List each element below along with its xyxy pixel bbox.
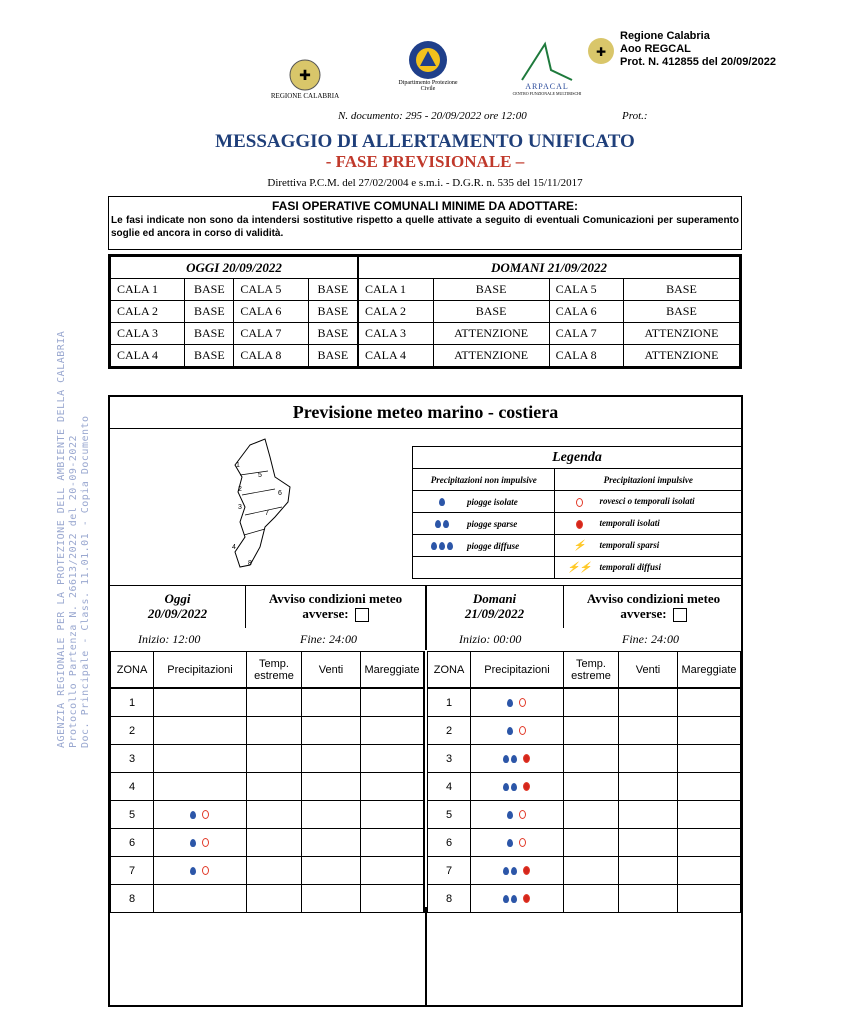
cala-name-cell: CALA 4: [358, 345, 433, 367]
svg-text:3: 3: [238, 504, 242, 511]
cala-table-wrap: [108, 254, 742, 369]
zone-cell: 3: [111, 745, 154, 773]
storm-isolated-icon: [519, 726, 526, 735]
forecast-row: [111, 688, 425, 717]
forecast-cell: [361, 801, 425, 829]
fasi-note: Le fasi indicate non sono da intendersi sostitutive rispetto a quelle attivate a seguito di eventuali Comunicazioni per superamento soglie ed ancora in corso di validità.: [111, 215, 739, 239]
storm-icon: [523, 754, 530, 763]
svg-text:✚: ✚: [595, 45, 607, 59]
legenda-cell-right: [555, 513, 742, 535]
lightning-icon: ⚡⚡: [566, 562, 592, 574]
legenda-left-label: piogge diffuse: [467, 540, 520, 551]
stamp-emblem: [586, 36, 620, 70]
cala-name-cell: CALA 2: [358, 301, 433, 323]
precip-cell: [471, 717, 564, 745]
precip-cell: [471, 745, 564, 773]
rain-drop-icon: [507, 839, 513, 847]
forecast-cell: [247, 688, 302, 717]
precip-cell: [154, 857, 247, 885]
cala-phase-cell: BASE: [623, 279, 739, 301]
rain-drop-icon: [511, 867, 517, 875]
rain-drop-icon: [190, 867, 196, 875]
cala-phase-cell: ATTENZIONE: [623, 345, 739, 367]
cala-name-cell: CALA 8: [549, 345, 623, 367]
svg-text:2: 2: [238, 486, 242, 493]
cala-phase-cell: BASE: [185, 279, 234, 301]
precip-cell: [471, 773, 564, 801]
legenda-col1: Precipitazioni non impulsive: [413, 469, 555, 491]
forecast-cell: [361, 857, 425, 885]
forecast-header-cell: Venti: [302, 652, 361, 689]
legenda-cell-right: [555, 535, 742, 557]
legenda-row: [413, 491, 742, 513]
rain-drop-icon: [503, 783, 509, 791]
rain-drop-icon: [511, 895, 517, 903]
cala-name-cell: CALA 6: [549, 301, 623, 323]
forecast-cell: [247, 745, 302, 773]
storm-isolated-icon: [202, 838, 209, 847]
legenda-cell-left: [413, 535, 555, 557]
cala-name-cell: CALA 7: [234, 323, 308, 345]
arpacal-logo-text: ARPACAL: [525, 82, 569, 91]
legenda-left-label: piogge isolate: [467, 496, 518, 507]
forecast-cell: [302, 773, 361, 801]
forecast-cell: [247, 801, 302, 829]
watermark-line-2: Protocollo Partenza N. 26613/2022 del 20-09-2022: [68, 435, 79, 748]
forecast-cell: [564, 688, 619, 717]
zone-cell: 3: [428, 745, 471, 773]
oggi-label: Oggi: [164, 591, 191, 606]
forecast-cell: [678, 885, 741, 913]
stamp-line-1: Regione Calabria: [620, 30, 710, 42]
cala-row: [111, 279, 740, 301]
rain-drop-icon: [190, 839, 196, 847]
rain-drop-icon: [503, 867, 509, 875]
svg-text:5: 5: [258, 472, 262, 479]
forecast-cell: [619, 717, 678, 745]
protezione-civile-emblem-icon: [408, 40, 448, 80]
forecast-cell: [678, 688, 741, 717]
forecast-cell: [678, 773, 741, 801]
oggi-date: 20/09/2022: [147, 606, 208, 621]
forecast-row: [111, 829, 425, 857]
forecast-row: [111, 773, 425, 801]
cala-phase-cell: BASE: [433, 301, 549, 323]
domani-inizio: Inizio: 00:00: [459, 632, 522, 646]
cala-name-cell: CALA 1: [111, 279, 185, 301]
oggi-inizio: Inizio: 12:00: [138, 632, 201, 646]
precip-cell: [154, 829, 247, 857]
arpacal-logo-sub: CENTRO FUNZIONALE MULTIRISCHI: [512, 91, 582, 96]
cala-phase-cell: ATTENZIONE: [433, 345, 549, 367]
forecast-row: [428, 801, 741, 829]
oggi-forecast-table: [110, 651, 425, 913]
cala-phase-cell: ATTENZIONE: [623, 323, 739, 345]
forecast-cell: [247, 829, 302, 857]
forecast-cell: [302, 801, 361, 829]
forecast-cell: [361, 745, 425, 773]
zone-cell: 4: [428, 773, 471, 801]
bottom-divider: [425, 907, 427, 1007]
rain-drop-icon: [507, 727, 513, 735]
rain-drop-icon: [439, 542, 445, 550]
forecast-header-cell: Precipitazioni: [154, 652, 247, 689]
forecast-row: [111, 801, 425, 829]
cala-phase-cell: ATTENZIONE: [433, 323, 549, 345]
svg-text:✚: ✚: [299, 68, 311, 84]
domani-fine: Fine: 24:00: [622, 632, 679, 646]
legenda-cell-right: [555, 557, 742, 579]
legenda-cell-left: [413, 491, 555, 513]
legenda-right-label: temporali isolati: [599, 518, 660, 529]
cala-name-cell: CALA 5: [549, 279, 623, 301]
forecast-header-cell: Temp. estreme: [247, 652, 302, 689]
precip-cell: [154, 717, 247, 745]
forecast-cell: [302, 717, 361, 745]
cala-name-cell: CALA 3: [358, 323, 433, 345]
zone-cell: 1: [428, 688, 471, 717]
cala-name-cell: CALA 7: [549, 323, 623, 345]
calabria-stamp-icon: [586, 36, 616, 66]
cala-phase-cell: BASE: [185, 301, 234, 323]
arpacal-mountain-icon: [517, 40, 577, 82]
domani-avviso-text: Avviso condizioni meteo avverse:: [586, 591, 721, 621]
zone-cell: 5: [111, 801, 154, 829]
rain-drop-icon: [431, 542, 437, 550]
forecast-cell: [247, 773, 302, 801]
legenda-cell-left: [413, 557, 555, 579]
svg-text:8: 8: [248, 560, 252, 567]
forecast-cell: [564, 801, 619, 829]
cala-phase-cell: BASE: [433, 279, 549, 301]
domani-label: Domani: [472, 591, 517, 606]
rain-drop-icon: [447, 542, 453, 550]
oggi-block: [110, 585, 427, 650]
forecast-cell: [619, 745, 678, 773]
forecast-cell: [302, 885, 361, 913]
storm-icon: [523, 866, 530, 875]
cala-name-cell: CALA 3: [111, 323, 185, 345]
zone-cell: 7: [111, 857, 154, 885]
forecast-cell: [361, 885, 425, 913]
cala-row: [111, 323, 740, 345]
rain-drop-icon: [511, 755, 517, 763]
forecast-cell: [564, 885, 619, 913]
forecast-cell: [302, 857, 361, 885]
fasi-heading: FASI OPERATIVE COMUNALI MINIME DA ADOTTARE:: [272, 199, 578, 213]
forecast-cell: [678, 857, 741, 885]
precip-cell: [471, 801, 564, 829]
forecast-header-cell: Precipitazioni: [471, 652, 564, 689]
forecast-header-cell: Temp. estreme: [564, 652, 619, 689]
forecast-cell: [564, 773, 619, 801]
cala-phase-cell: BASE: [623, 301, 739, 323]
zone-cell: 8: [111, 885, 154, 913]
protezione-logo-text: Dipartimento Protezione Civile: [398, 80, 458, 92]
forecast-cell: [361, 773, 425, 801]
forecast-cell: [564, 717, 619, 745]
rain-drop-icon: [507, 699, 513, 707]
calabria-logo-text: REGIONE CALABRIA: [270, 92, 340, 100]
cala-table: [110, 256, 740, 367]
zone-cell: 8: [428, 885, 471, 913]
legenda-right-label: temporali sparsi: [599, 539, 660, 550]
oggi-avviso-text: Avviso condizioni meteo avverse:: [268, 591, 403, 621]
forecast-row: [111, 857, 425, 885]
forecast-cell: [619, 857, 678, 885]
rain-drop-icon: [503, 895, 509, 903]
forecast-cell: [247, 885, 302, 913]
domani-forecast-table: [427, 651, 741, 913]
domani-avviso-checkbox[interactable]: [673, 608, 687, 622]
meteo-title: Previsione meteo marino - costiera: [110, 397, 741, 429]
storm-isolated-icon: [519, 698, 526, 707]
zone-cell: 2: [428, 717, 471, 745]
doc-number: N. documento: 295 - 20/09/2022 ore 12:00: [338, 110, 527, 122]
forecast-row: [428, 773, 741, 801]
forecast-cell: [361, 717, 425, 745]
forecast-row: [428, 717, 741, 745]
cala-phase-cell: BASE: [308, 345, 358, 367]
legenda-col2: Precipitazioni impulsive: [555, 469, 742, 491]
oggi-header: OGGI 20/09/2022: [111, 257, 358, 279]
forecast-cell: [619, 801, 678, 829]
precip-cell: [471, 857, 564, 885]
forecast-cell: [302, 829, 361, 857]
forecast-row: [111, 745, 425, 773]
zone-cell: 4: [111, 773, 154, 801]
cala-name-cell: CALA 8: [234, 345, 308, 367]
zone-cell: 6: [111, 829, 154, 857]
watermark-line-3: Doc. Principale - Class. 11.01.01 - Copia Documento: [80, 415, 91, 748]
rain-drop-icon: [511, 783, 517, 791]
forecast-cell: [678, 801, 741, 829]
precip-cell: [154, 745, 247, 773]
svg-text:7: 7: [265, 510, 269, 517]
domani-header: DOMANI 21/09/2022: [358, 257, 740, 279]
oggi-fine: Fine: 24:00: [300, 632, 357, 646]
domani-block: [427, 585, 741, 650]
watermark-line-1: AGENZIA REGIONALE PER LA PROTEZIONE DELL AMBIENTE DELLA CALABRIA: [56, 330, 67, 748]
forecast-row: [428, 885, 741, 913]
forecast-row: [428, 829, 741, 857]
protocol-stamp: [620, 30, 776, 69]
domani-date: 21/09/2022: [464, 606, 525, 621]
forecast-row: [428, 745, 741, 773]
forecast-header-row: [111, 652, 425, 689]
storm-isolated-icon: [202, 866, 209, 875]
cala-name-cell: CALA 4: [111, 345, 185, 367]
rain-drop-icon: [435, 520, 441, 528]
forecast-header-cell: ZONA: [111, 652, 154, 689]
storm-isolated-icon: [576, 498, 583, 507]
legenda-row: [413, 535, 742, 557]
legenda-cell-right: [555, 491, 742, 513]
calabria-map: [220, 437, 300, 571]
cala-name-cell: CALA 5: [234, 279, 308, 301]
rain-drop-icon: [507, 811, 513, 819]
forecast-cell: [678, 717, 741, 745]
precip-cell: [471, 885, 564, 913]
cala-row: [111, 345, 740, 367]
legenda-row: [413, 513, 742, 535]
forecast-cell: [361, 829, 425, 857]
zone-cell: 7: [428, 857, 471, 885]
oggi-date-block: [110, 591, 245, 621]
precip-cell: [154, 773, 247, 801]
oggi-avviso-checkbox[interactable]: [355, 608, 369, 622]
legenda-right-label: temporali diffusi: [599, 561, 662, 572]
forecast-cell: [564, 745, 619, 773]
zone-cell: 1: [111, 688, 154, 717]
domani-date-block: [427, 591, 562, 621]
legenda-right-label: rovesci o temporali isolati: [599, 496, 695, 507]
forecast-cell: [678, 745, 741, 773]
forecast-row: [111, 885, 425, 913]
cala-name-cell: CALA 1: [358, 279, 433, 301]
precip-cell: [154, 688, 247, 717]
cala-phase-cell: BASE: [308, 323, 358, 345]
cala-name-cell: CALA 2: [111, 301, 185, 323]
prot-label: Prot.:: [622, 110, 648, 122]
zone-cell: 5: [428, 801, 471, 829]
forecast-header-cell: Venti: [619, 652, 678, 689]
page-subtitle: - FASE PREVISIONALE –: [325, 152, 525, 171]
rain-drop-icon: [443, 520, 449, 528]
protezione-civile-logo: [398, 40, 458, 92]
rain-drop-icon: [439, 498, 445, 506]
cala-phase-cell: BASE: [308, 301, 358, 323]
stamp-line-3: Prot. N. 412855 del 20/09/2022: [620, 56, 776, 68]
forecast-cell: [247, 857, 302, 885]
meteo-box: [108, 395, 743, 1007]
storm-isolated-icon: [519, 810, 526, 819]
domani-avviso: [563, 586, 743, 628]
forecast-cell: [247, 717, 302, 745]
storm-icon: [523, 894, 530, 903]
forecast-row: [111, 717, 425, 745]
page-title: MESSAGGIO DI ALLERTAMENTO UNIFICATO: [215, 131, 635, 152]
cala-name-cell: CALA 6: [234, 301, 308, 323]
svg-text:6: 6: [278, 490, 282, 497]
storm-icon: [576, 520, 583, 529]
forecast-row: [428, 688, 741, 717]
zone-cell: 6: [428, 829, 471, 857]
forecast-cell: [619, 829, 678, 857]
forecast-cell: [302, 745, 361, 773]
precip-cell: [471, 688, 564, 717]
legenda-title: Legenda: [413, 447, 742, 469]
svg-text:1: 1: [236, 462, 240, 469]
forecast-cell: [619, 773, 678, 801]
precip-cell: [154, 885, 247, 913]
forecast-header-cell: ZONA: [428, 652, 471, 689]
storm-isolated-icon: [202, 810, 209, 819]
legenda-row: [413, 557, 742, 579]
rain-drop-icon: [503, 755, 509, 763]
forecast-cell: [564, 829, 619, 857]
precip-cell: [471, 829, 564, 857]
calabria-emblem-icon: [288, 58, 322, 92]
cala-phase-cell: BASE: [185, 323, 234, 345]
forecast-cell: [678, 829, 741, 857]
legenda-cell-left: [413, 513, 555, 535]
legenda-left-label: piogge sparse: [467, 518, 518, 529]
directive-text: Direttiva P.C.M. del 27/02/2004 e s.m.i. - D.G.R. n. 535 del 15/11/2017: [267, 177, 583, 189]
legenda-table: [412, 446, 742, 579]
forecast-cell: [361, 688, 425, 717]
rain-drop-icon: [190, 811, 196, 819]
stamp-line-2: Aoo REGCAL: [620, 43, 691, 55]
cala-row: [111, 301, 740, 323]
lightning-icon: ⚡: [573, 540, 586, 552]
forecast-row: [428, 857, 741, 885]
zone-cell: 2: [111, 717, 154, 745]
cala-phase-cell: BASE: [185, 345, 234, 367]
forecast-cell: [619, 688, 678, 717]
precip-cell: [154, 801, 247, 829]
forecast-header-row: [428, 652, 741, 689]
oggi-avviso: [245, 586, 425, 628]
forecast-cell: [302, 688, 361, 717]
forecast-header-cell: Mareggiate: [678, 652, 741, 689]
forecast-cell: [564, 857, 619, 885]
fasi-box: [108, 196, 742, 250]
forecast-header-cell: Mareggiate: [361, 652, 425, 689]
svg-text:4: 4: [232, 544, 236, 551]
storm-icon: [523, 782, 530, 791]
forecast-cell: [619, 885, 678, 913]
storm-isolated-icon: [519, 838, 526, 847]
arpacal-logo: [505, 40, 589, 96]
cala-phase-cell: BASE: [308, 279, 358, 301]
regione-calabria-logo: [270, 58, 340, 100]
